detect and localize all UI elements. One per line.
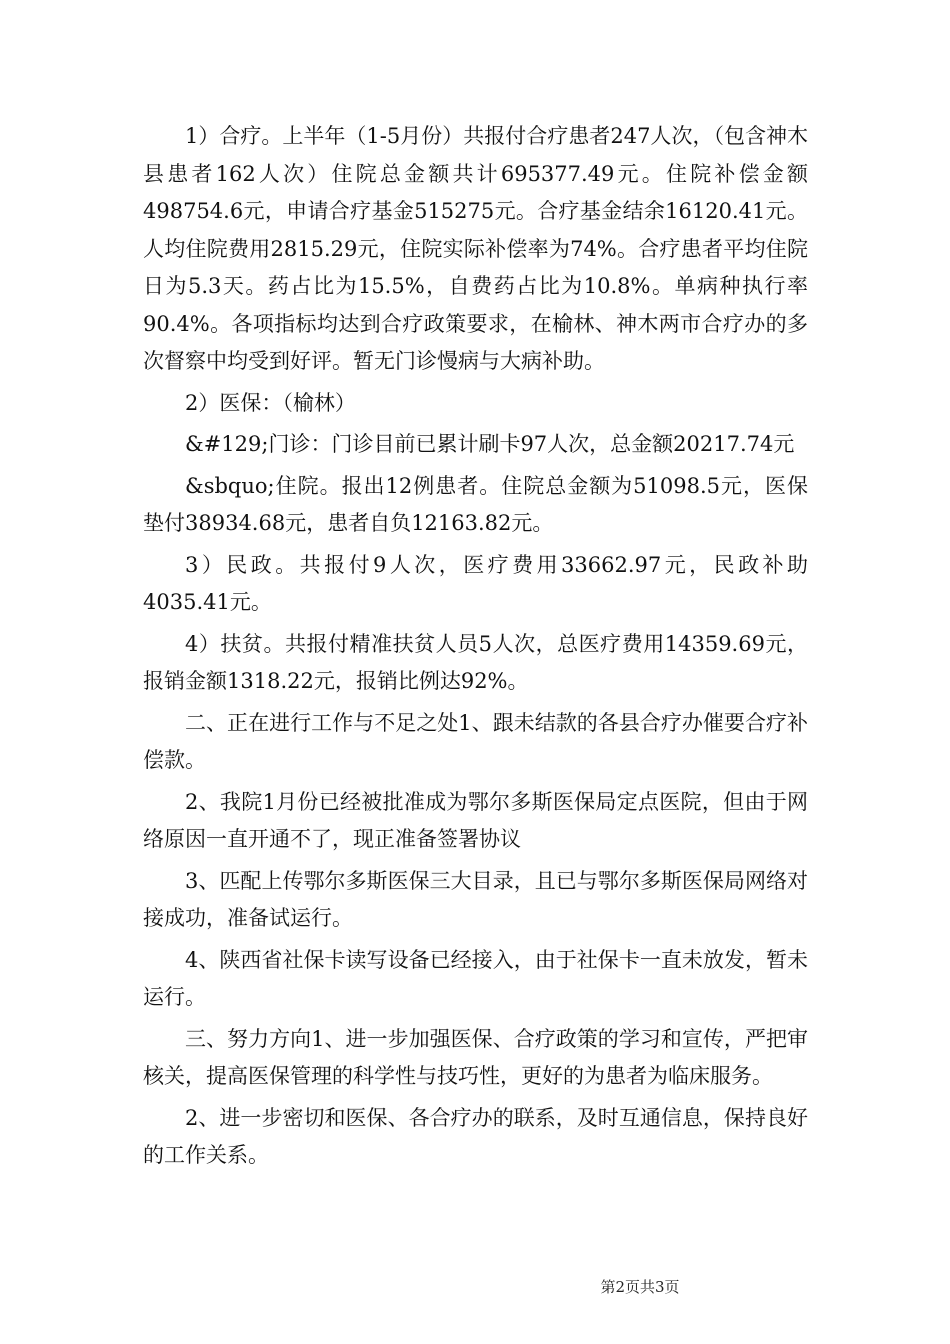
paragraph-hezhi: 1）合疗。上半年（1-5月份）共报付合疗患者247人次，（包含神木县患者162人次）住院总金额共计695377.49元。住院补偿金额498754.6元，申请合疗基金515275元。合疗基金结余16120.41元。人均住院费用2815.29元，住院实际补偿率为74%。合疗患者平均住院日为5.3天。药占比为15.5%，自费药占比为10.8%。单病种执行率90.4%。各项指标均达到合疗政策要求，在榆林、神木两市合疗办的多次督察中均受到好评。暂无门诊慢病与大病补助。 bbox=[143, 124, 808, 373]
paragraph-section-three: 三、努力方向1、进一步加强医保、合疗政策的学习和宣传，严把审核关，提高医保管理的科学性与技巧性，更好的为患者为临床服务。 bbox=[143, 1026, 808, 1088]
page-number-footer: 第2页共3页 bbox=[600, 1278, 680, 1296]
paragraph-zhuyuan: &sbquo;住院。报出12例患者。住院总金额为51098.5元，医保垫付38934.68元，患者自负12163.82元。 bbox=[143, 473, 808, 535]
paragraph-section-two: 二、正在进行工作与不足之处1、跟未结款的各县合疗办催要合疗补偿款。 bbox=[143, 710, 808, 772]
paragraph-yibao-heading: 2）医保：（榆林） bbox=[185, 390, 356, 415]
paragraph-item-2: 2、我院1月份已经被批准成为鄂尔多斯医保局定点医院，但由于网络原因一直开通不了，现正准备签署协议 bbox=[143, 789, 808, 851]
paragraph-item-2b: 2、进一步密切和医保、各合疗办的联系，及时互通信息，保持良好的工作关系。 bbox=[143, 1105, 808, 1167]
paragraph-item-4: 4、陕西省社保卡读写设备已经接入，由于社保卡一直未放发，暂未运行。 bbox=[143, 947, 808, 1009]
document-body bbox=[143, 118, 808, 1179]
paragraph-fupin: 4）扶贫。共报付精准扶贫人员5人次，总医疗费用14359.69元，报销金额1318.22元，报销比例达92%。 bbox=[143, 631, 808, 693]
paragraph-minzheng: 3）民政。共报付9人次，医疗费用33662.97元，民政补助4035.41元。 bbox=[143, 552, 808, 614]
paragraph-item-3: 3、匹配上传鄂尔多斯医保三大目录，且已与鄂尔多斯医保局网络对接成功，准备试运行。 bbox=[143, 868, 808, 930]
paragraph-menzhen: &#129;门诊：门诊目前已累计刷卡97人次，总金额20217.74元 bbox=[185, 432, 795, 456]
